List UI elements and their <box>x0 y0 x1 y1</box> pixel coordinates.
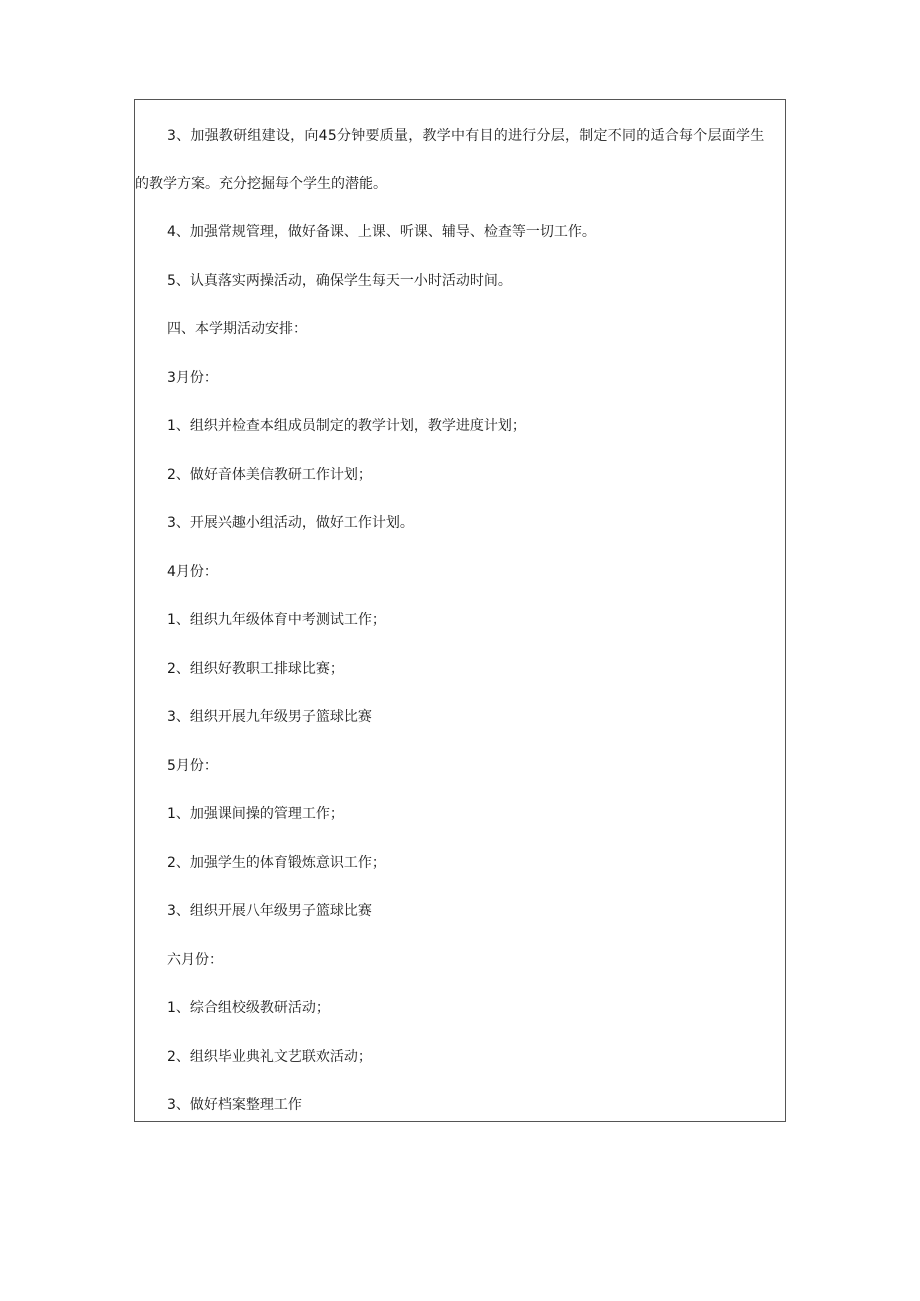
month-heading: 4月份： <box>167 564 218 580</box>
list-item: 2、做好音体美信教研工作计划； <box>167 467 372 483</box>
list-item: 1、加强课间操的管理工作； <box>167 806 344 822</box>
list-item: 3、组织开展九年级男子篮球比赛 <box>167 709 372 725</box>
list-item: 3、开展兴趣小组活动，做好工作计划。 <box>167 515 414 531</box>
month-heading: 六月份： <box>167 952 223 968</box>
month-heading: 3月份： <box>167 370 218 386</box>
list-item: 1、综合组校级教研活动； <box>167 1000 330 1016</box>
list-item: 1、组织九年级体育中考测试工作； <box>167 612 386 628</box>
month-heading: 5月份： <box>167 758 218 774</box>
paragraph-line: 3、加强教研组建设，向45分钟要质量，教学中有目的进行分层，制定不同的适合每个层面学生 <box>167 128 765 144</box>
section-heading: 四、本学期活动安排： <box>167 321 307 337</box>
document-table-cell <box>134 99 786 1122</box>
list-item: 2、组织好教职工排球比赛； <box>167 661 344 677</box>
list-item: 2、组织毕业典礼文艺联欢活动； <box>167 1049 372 1065</box>
paragraph-line: 5、认真落实两操活动，确保学生每天一小时活动时间。 <box>167 273 512 289</box>
list-item: 1、组织并检查本组成员制定的教学计划，教学进度计划； <box>167 418 526 434</box>
list-item: 3、组织开展八年级男子篮球比赛 <box>167 903 372 919</box>
paragraph-line: 4、加强常规管理，做好备课、上课、听课、辅导、检查等一切工作。 <box>167 224 596 240</box>
list-item: 2、加强学生的体育锻炼意识工作； <box>167 855 386 871</box>
paragraph-line: 的教学方案。充分挖掘每个学生的潜能。 <box>135 176 387 192</box>
list-item: 3、做好档案整理工作 <box>167 1097 302 1113</box>
